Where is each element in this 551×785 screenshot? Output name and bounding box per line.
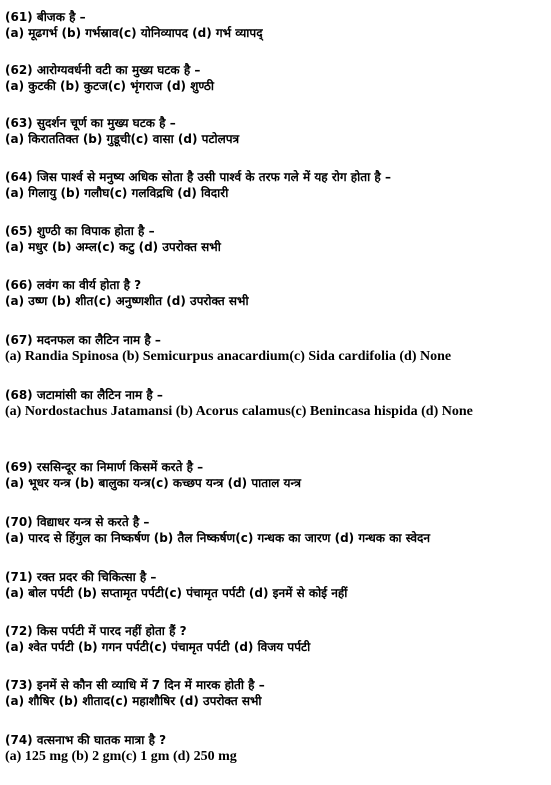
question-options: (a) उष्ण (b) शीत(c) अनुष्णशीत (d) उपरोक्त सभी — [5, 294, 249, 308]
question-66 — [5, 277, 547, 332]
question-options: (a) मूढगर्भ (b) गर्भस्राव(c) योनिव्यापद (d) गर्भ व्यापद् — [5, 26, 263, 40]
question-options: (a) शौषिर (b) शीताद(c) महाशौषिर (d) उपरोक्त सभी — [5, 694, 262, 708]
question-61 — [5, 9, 547, 62]
question-text: (61) बीजक है – — [5, 10, 86, 24]
question-text: (72) किस पर्पटी में पारद नहीं होता हैं ? — [5, 624, 187, 638]
question-text: (65) शुण्ठी का विपाक होता है – — [5, 224, 155, 238]
question-options: (a) Nordostachus Jatamansi (b) Acorus calamus(c) Benincasa hispida (d) None — [5, 404, 473, 419]
question-options: (a) कुटकी (b) कुटज(c) भृंगराज (d) शुण्ठी — [5, 79, 215, 93]
question-text: (71) रक्त प्रदर की चिकित्सा है – — [5, 570, 157, 584]
question-text: (69) रससिन्दूर का निमार्ण किसमें करते है – — [5, 460, 204, 474]
question-71 — [5, 569, 547, 623]
question-options: (a) Randia Spinosa (b) Semicurpus anacardium(c) Sida cardifolia (d) None — [5, 349, 452, 364]
question-73 — [5, 677, 547, 732]
question-text: (73) इनमें से कौन सी व्याधि में 7 दिन में मारक होती है – — [5, 678, 265, 692]
question-options: (a) किराततिक्त (b) गुडूची(c) वासा (d) पटोलपत्र — [5, 132, 240, 146]
question-72 — [5, 623, 547, 677]
question-sheet — [5, 9, 547, 772]
question-68 — [5, 387, 547, 459]
question-options: (a) भूधर यन्त्र (b) बालुका यन्त्र(c) कच्छप यन्त्र (d) पाताल यन्त्र — [5, 476, 301, 490]
question-text: (62) आरोग्यवर्धनी वटी का मुख्य घटक है – — [5, 63, 201, 77]
question-text: (66) लवंग का वीर्य होता है ? — [5, 278, 142, 292]
question-70 — [5, 514, 547, 569]
question-text: (67) मदनफल का लैटिन नाम है – — [5, 333, 161, 347]
question-text: (74) वत्सनाभ की घातक मात्रा है ? — [5, 733, 167, 747]
question-options: (a) श्वेत पर्पटी (b) गगन पर्पटी(c) पंचामृत पर्पटी (d) विजय पर्पटी — [5, 640, 311, 654]
question-74 — [5, 732, 547, 772]
question-options: (a) मधुर (b) अम्ल(c) कटु (d) उपरोक्त सभी — [5, 240, 221, 254]
question-62 — [5, 62, 547, 115]
question-text: (68) जटामांसी का लैटिन नाम है – — [5, 388, 163, 402]
question-69 — [5, 459, 547, 514]
question-options: (a) गिलायु (b) गलौघ(c) गलविद्रधि (d) विदारी — [5, 186, 229, 200]
question-67 — [5, 332, 547, 387]
question-63 — [5, 115, 547, 169]
question-text: (70) विद्याधर यन्त्र से करते है – — [5, 515, 150, 529]
question-options: (a) 125 mg (b) 2 gm(c) 1 gm (d) 250 mg — [5, 749, 237, 764]
question-text: (64) जिस पार्श्व से मनुष्य अधिक सोता है उसी पार्श्व के तरफ गले में यह रोग होता है – — [5, 170, 391, 184]
question-options: (a) पारद से हिंगुल का निष्कर्षण (b) तैल निष्कर्षण(c) गन्धक का जारण (d) गन्धक का स्वेदन — [5, 531, 431, 545]
question-options: (a) बोल पर्पटी (b) सप्तामृत पर्पटी(c) पंचामृत पर्पटी (d) इनमें से कोई नहीं — [5, 586, 348, 600]
question-text: (63) सुदर्शन चूर्ण का मुख्य घटक है – — [5, 116, 176, 130]
question-64 — [5, 169, 547, 223]
question-65 — [5, 223, 547, 277]
